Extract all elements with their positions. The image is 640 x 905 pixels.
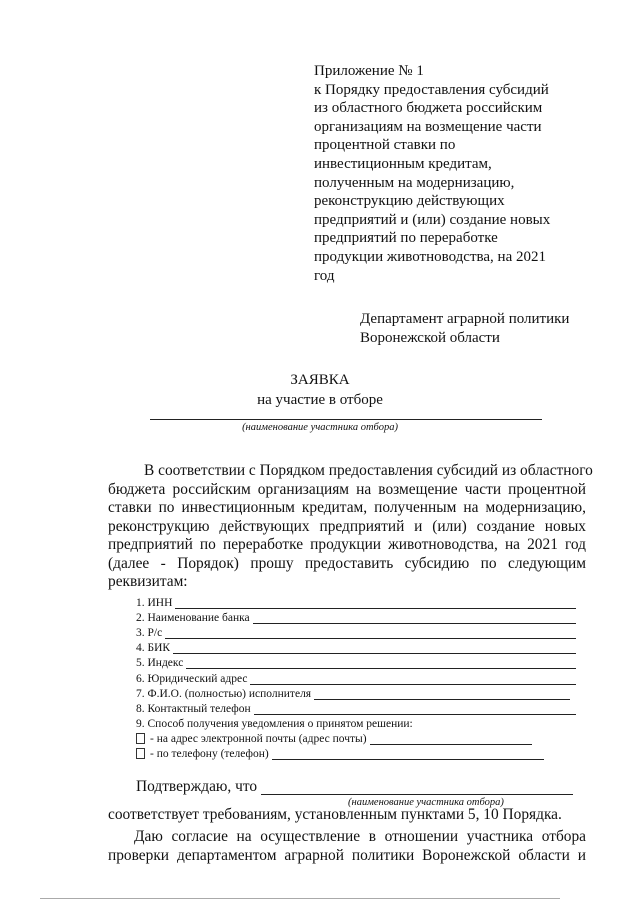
participant-name-line[interactable] (150, 419, 542, 420)
field-executor-name (136, 687, 576, 702)
field-label: 9. Способ получения уведомления о принятом решении: (136, 717, 413, 730)
confirm-text: соответствует требованиям, установленным пунктами 5, 10 Порядка. (108, 806, 562, 823)
annex-line: реконструкцию действующих (314, 193, 505, 210)
confirm-label: Подтверждаю, что (136, 778, 258, 795)
intro-paragraph (108, 462, 593, 592)
field-label: 4. БИК (136, 642, 171, 655)
intro-line: В соответствии с Порядком предоставления субсидий из областного (144, 462, 593, 479)
option-label: - на адрес электронной почты (адрес почты) (150, 732, 367, 745)
confirm-caption: (наименование участника отбора) (348, 797, 504, 808)
field-bik (136, 641, 576, 656)
recipient-line-2: Воронежской области (360, 330, 500, 346)
annex-block (314, 62, 550, 285)
document-title: ЗАЯВКА (290, 372, 350, 388)
requisites-form (136, 596, 576, 762)
intro-line: предприятий по переработке продукции животноводства, на 2021 год (108, 536, 586, 553)
executor-name-input-line[interactable] (314, 689, 570, 700)
field-label: 5. Индекс (136, 657, 184, 670)
field-label: 3. Р/с (136, 627, 163, 640)
annex-line: полученным на модернизацию, (314, 174, 515, 191)
intro-line: реконструкцию действующих предприятий и (или) создание новых (108, 517, 586, 535)
annex-line: предприятий по переработке (314, 230, 498, 247)
field-label: 1. ИНН (136, 597, 173, 610)
field-label: 7. Ф.И.О. (полностью) исполнителя (136, 687, 312, 700)
consent-line: проверки департаментом аграрной политики Воронежской области и (108, 846, 586, 864)
page-bottom-rule (40, 898, 560, 899)
field-label: 2. Наименование банка (136, 612, 250, 625)
intro-line: (далее - Порядок) прошу предоставить субсидию по следующим (108, 554, 586, 572)
intro-line: бюджета российским организациям на возмещение части процентной (108, 480, 586, 498)
annex-line: год (314, 267, 335, 284)
annex-line: инвестиционным кредитам, (314, 155, 492, 172)
recipient-block (360, 310, 569, 348)
field-label: 6. Юридический адрес (136, 672, 248, 685)
account-input-line[interactable] (165, 628, 576, 639)
annex-line: предприятий и (или) создание новых (314, 211, 551, 228)
field-legal-address (136, 671, 576, 686)
field-notification-method (136, 717, 576, 732)
participant-caption: (наименование участника отбора) (242, 422, 398, 433)
confirm-participant-line[interactable] (261, 794, 573, 795)
field-account (136, 626, 576, 641)
legal-address-input-line[interactable] (250, 674, 576, 685)
intro-line: реквизитам: (108, 573, 188, 590)
index-input-line[interactable] (186, 658, 576, 669)
annex-line: процентной ставки по (314, 137, 456, 154)
option-label: - по телефону (телефон) (150, 748, 269, 761)
option-email (136, 732, 576, 747)
bank-name-input-line[interactable] (253, 613, 576, 624)
annex-line: Приложение № 1 (314, 63, 424, 79)
option-phone (136, 747, 576, 762)
annex-line: из областного бюджета российским (314, 100, 543, 117)
email-checkbox[interactable] (136, 733, 145, 744)
field-inn (136, 596, 576, 611)
consent-paragraph (108, 828, 586, 865)
contact-phone-input-line[interactable] (254, 704, 576, 715)
field-bank-name (136, 611, 576, 626)
field-index (136, 656, 576, 671)
email-input-line[interactable] (370, 734, 532, 745)
bik-input-line[interactable] (173, 643, 576, 654)
recipient-line-1: Департамент аграрной политики (360, 311, 570, 327)
inn-input-line[interactable] (175, 598, 576, 609)
annex-line: к Порядку предоставления субсидий (314, 81, 549, 98)
phone-checkbox[interactable] (136, 748, 145, 759)
field-contact-phone (136, 702, 576, 717)
annex-line: организациям на возмещение части (314, 118, 542, 135)
annex-line: продукции животноводства, на 2021 (314, 248, 546, 265)
field-label: 8. Контактный телефон (136, 702, 251, 715)
intro-line: ставки по инвестиционным кредитам, полученным на модернизацию, (108, 499, 586, 516)
document-subtitle: на участие в отборе (257, 392, 383, 408)
consent-line: Даю согласие на осуществление в отношении участника отбора (134, 828, 586, 845)
phone-input-line[interactable] (272, 749, 544, 760)
